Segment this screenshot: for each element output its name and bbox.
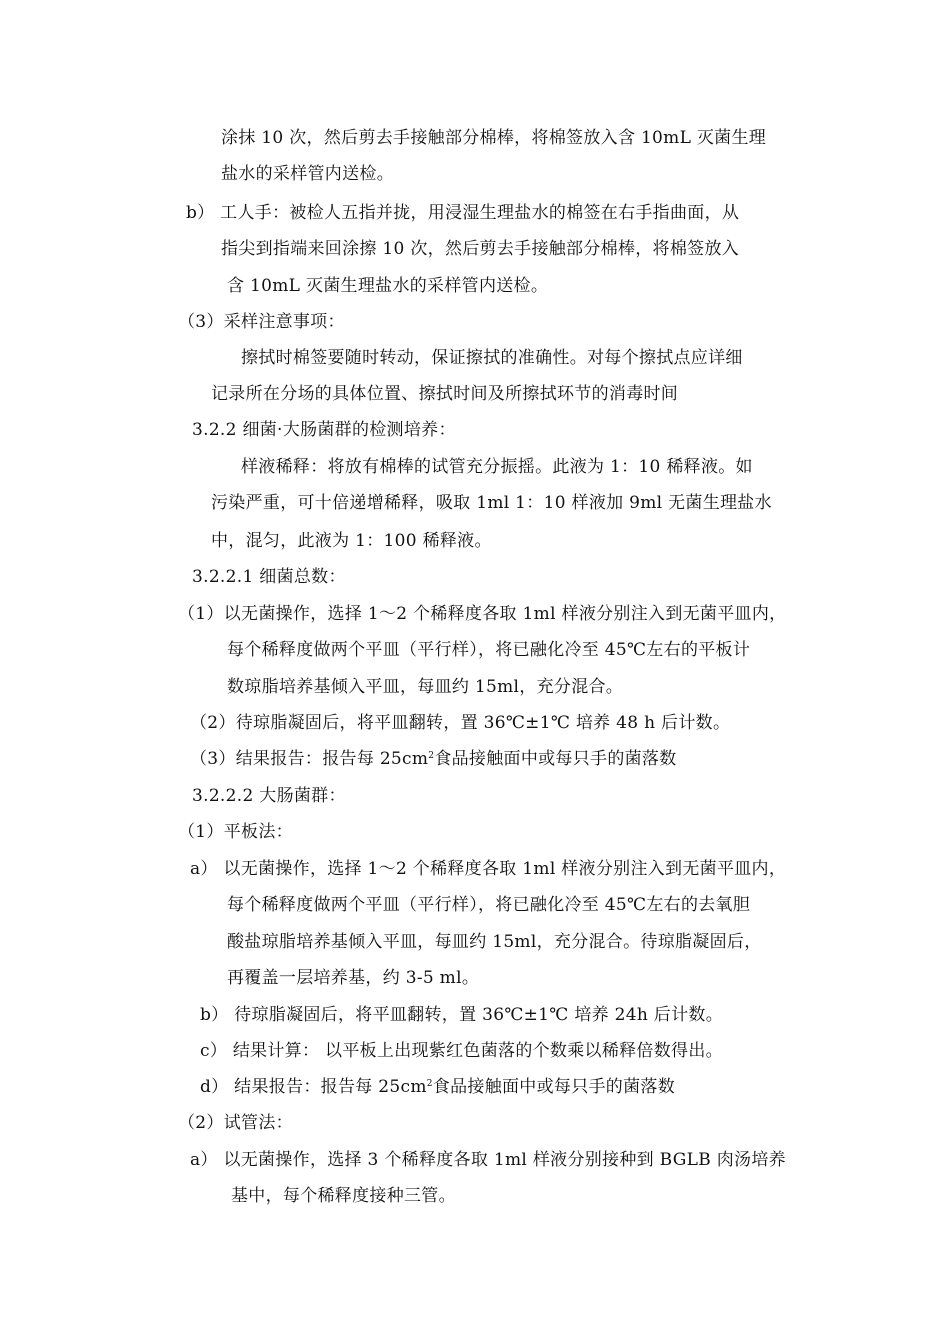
section-heading: 3.2.2.1 细菌总数： — [192, 567, 346, 587]
text-line: 数琼脂培养基倾入平皿，每皿约 15ml，充分混合。 — [227, 677, 624, 697]
text-line: 样液稀释：将放有棉棒的试管充分振摇。此液为 1：10 稀释液。如 — [241, 457, 753, 477]
list-item: （1）平板法： — [178, 822, 293, 842]
superscript: 2 — [428, 751, 435, 761]
text-line: 记录所在分场的具体位置、擦拭时间及所擦拭环节的消毒时间 — [211, 384, 679, 404]
text-span: 食品接触面中或每只手的菌落数 — [432, 1077, 675, 1097]
section-heading: 3.2.2 细菌·大肠菌群的检测培养： — [192, 420, 456, 440]
section-heading: （3）采样注意事项： — [178, 312, 345, 332]
text-line: 基中，每个稀释度接种三管。 — [231, 1186, 456, 1206]
text-line: 再覆盖一层培养基，约 3-5 ml。 — [227, 968, 480, 988]
text-span: 食品接触面中或每只手的菌落数 — [434, 749, 677, 769]
text-line: 中，混匀，此液为 1：100 稀释液。 — [211, 531, 492, 551]
text-line: 指尖到指端来回涂擦 10 次，然后剪去手接触部分棉棒，将棉签放入 — [221, 239, 740, 259]
text-line: b） 工人手：被检人五指并拢，用浸湿生理盐水的棉签在右手指曲面，从 — [186, 203, 740, 223]
list-item: b） 待琼脂凝固后，将平皿翻转，置 36℃±1℃ 培养 24h 后计数。 — [200, 1005, 724, 1025]
list-item: a） 以无菌操作，选择 3 个稀释度各取 1ml 样液分别接种到 BGLB 肉汤培养 — [190, 1150, 786, 1170]
text-line: 擦拭时棉签要随时转动，保证擦拭的准确性。对每个擦拭点应详细 — [241, 348, 743, 368]
list-item: a） 以无菌操作，选择 1～2 个稀释度各取 1ml 样液分别注入到无菌平皿内， — [190, 859, 787, 879]
text-line: 每个稀释度做两个平皿（平行样），将已融化冷至 45℃左右的去氧胆 — [227, 895, 751, 915]
text-line: 涂抹 10 次，然后剪去手接触部分棉棒，将棉签放入含 10mL 灭菌生理 — [221, 128, 767, 148]
text-line: 酸盐琼脂培养基倾入平皿，每皿约 15ml，充分混合。待琼脂凝固后， — [227, 932, 762, 952]
list-item: （1）以无菌操作，选择 1～2 个稀释度各取 1ml 样液分别注入到无菌平皿内， — [178, 604, 787, 624]
text-line: 含 10mL 灭菌生理盐水的采样管内送检。 — [227, 276, 549, 296]
text-span: （3）结果报告：报告每 25cm — [190, 749, 429, 769]
list-item — [200, 1076, 675, 1098]
text-line: 污染严重，可十倍递增稀释，吸取 1ml 1：10 样液加 9ml 无菌生理盐水 — [211, 493, 772, 513]
list-item: （2）待琼脂凝固后，将平皿翻转，置 36℃±1℃ 培养 48 h 后计数。 — [190, 713, 731, 733]
list-item: c） 结果计算： 以平板上出现紫红色菌落的个数乘以稀释倍数得出。 — [200, 1041, 723, 1061]
section-heading: 3.2.2.2 大肠菌群： — [192, 786, 346, 806]
superscript: 2 — [426, 1079, 433, 1089]
list-item: （2）试管法： — [178, 1113, 293, 1133]
text-span: d） 结果报告：报告每 25cm — [200, 1077, 427, 1097]
text-line: 盐水的采样管内送检。 — [221, 164, 394, 184]
text-line: 每个稀释度做两个平皿（平行样），将已融化冷至 45℃左右的平板计 — [227, 640, 751, 660]
list-item — [190, 748, 677, 770]
